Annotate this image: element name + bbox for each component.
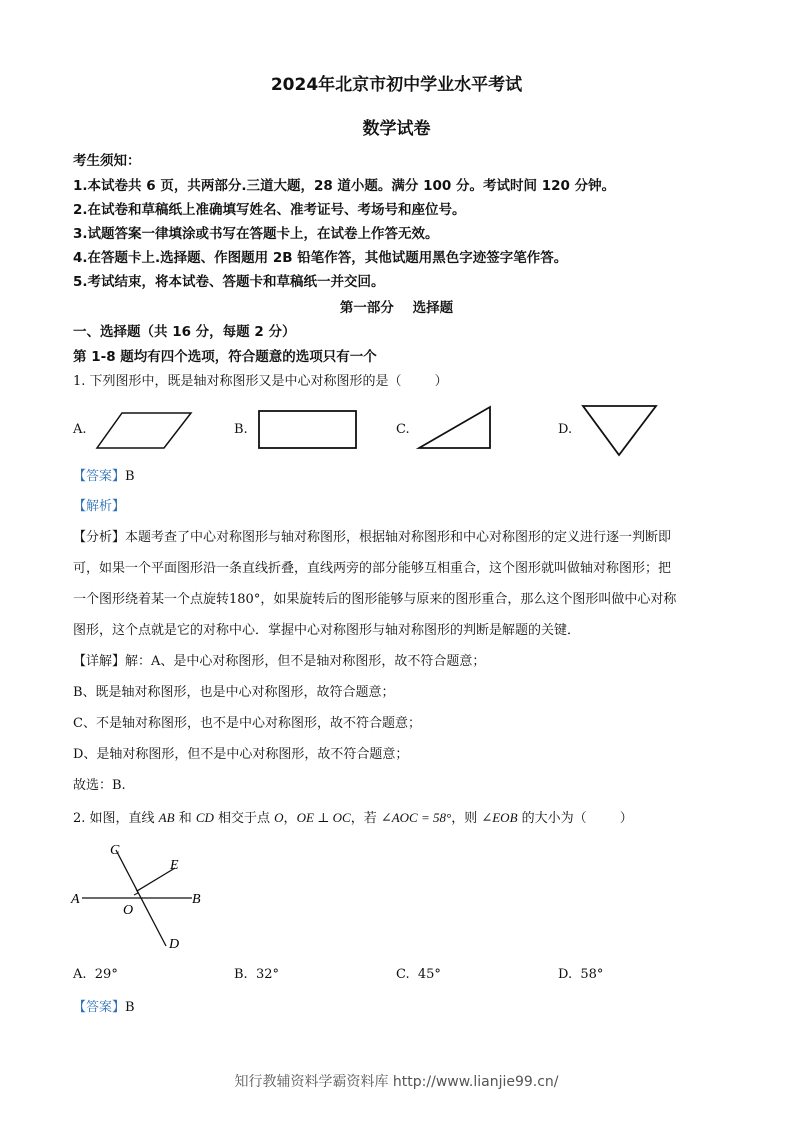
q1-option-d-label: D. xyxy=(558,422,573,437)
answer-value: B xyxy=(125,1000,135,1015)
analysis-line: 可，如果一个平面图形沿一条直线折叠，直线两旁的部分能够互相重合，这个图形就叫做轴对称图形；把 xyxy=(73,561,672,576)
q1-analysis xyxy=(73,522,723,646)
part-title: 第一部分 选择题 xyxy=(339,300,454,316)
q1-option-b-label: B. xyxy=(234,422,248,437)
q1-option-a-parallelogram-figure xyxy=(95,410,195,452)
exam-subtitle: 数学试卷 xyxy=(362,119,431,139)
q2-option-c: C. 45° xyxy=(396,967,441,982)
detail-head: 【详解】 xyxy=(73,654,126,669)
analysis-text: 本题考查了中心对称图形与轴对称图形，根据轴对称图形和中心对称图形的定义进行逐一判断即 xyxy=(125,530,672,545)
section-instruction: 第 1-8 题均有四个选项，符合题意的选项只有一个 xyxy=(73,349,377,365)
notice-item: 1.本试卷共 6 页，共两部分.三道大题，28 道小题。满分 100 分。考试时间 120 分钟。 xyxy=(73,178,616,194)
footer-watermark: 知行教辅资料学霸资料库 http://www.lianjie99.cn/ xyxy=(234,1074,559,1090)
q2-intersecting-lines-figure xyxy=(68,838,218,953)
stem-text: ， xyxy=(283,811,297,826)
answer-value: B xyxy=(125,469,135,484)
detail-line: D、是轴对称图形，但不是中心对称图形，故不符合题意； xyxy=(73,747,409,762)
q1-analysis-tag: 【解析】 xyxy=(73,499,126,514)
q2-option-d: D. 58° xyxy=(558,967,604,982)
stem-math: ∠EOB xyxy=(481,810,518,825)
answer-tag: 【答案】 xyxy=(73,469,126,484)
figure-label-b: B xyxy=(192,892,201,907)
question-2-stem xyxy=(73,802,633,834)
stem-text: 和 xyxy=(174,811,196,826)
q1-option-d-inverted-triangle-figure xyxy=(580,402,660,458)
stem-math: ∠AOC = 58° xyxy=(380,810,452,825)
stem-text: ，若 xyxy=(350,811,381,826)
q1-option-c-label: C. xyxy=(396,422,410,437)
notice-item: 3.试题答案一律填涂或书写在答题卡上，在试卷上作答无效。 xyxy=(73,226,439,242)
q2-option-a: A. 29° xyxy=(73,967,118,982)
notice-item: 4.在答题卡上.选择题、作图题用 2B 铅笔作答，其他试题用黑色字迹签字笔作答。 xyxy=(73,250,568,266)
figure-label-d: D xyxy=(169,937,180,952)
exam-title: 2024年北京市初中学业水平考试 xyxy=(270,75,523,95)
figure-label-o: O xyxy=(123,903,134,918)
detail-line: C、不是轴对称图形，也不是中心对称图形，故不符合题意； xyxy=(73,716,421,731)
detail-line: B、既是轴对称图形，也是中心对称图形，故符合题意； xyxy=(73,685,395,700)
figure-label-a: A xyxy=(71,892,80,907)
stem-text: 2. 如图，直线 xyxy=(73,811,159,826)
q1-option-a-label: A. xyxy=(73,422,87,437)
detail-line xyxy=(73,646,723,677)
notice-item: 5.考试结束，将本试卷、答题卡和草稿纸一并交回。 xyxy=(73,274,385,290)
q2-option-b: B. 32° xyxy=(234,967,279,982)
figure-label-c: C xyxy=(110,843,120,858)
q1-detail xyxy=(73,646,723,801)
q1-answer xyxy=(73,461,135,492)
stem-text: 相交于点 xyxy=(213,811,275,826)
section-title: 一、选择题（共 16 分，每题 2 分） xyxy=(73,324,296,340)
q2-answer xyxy=(73,992,135,1023)
detail-text: 解：A、是中心对称图形，但不是轴对称图形，故不符合题意； xyxy=(125,654,486,669)
question-1-stem: 1. 下列图形中，既是轴对称图形又是中心对称图形的是（ ） xyxy=(73,374,448,389)
stem-math: AB xyxy=(158,810,175,825)
q1-option-c-triangle-figure xyxy=(416,404,494,452)
notice-item: 2.在试卷和草稿纸上准确填写姓名、准考证号、考场号和座位号。 xyxy=(73,202,466,218)
stem-math: O xyxy=(274,810,284,825)
analysis-line: 图形，这个点就是它的对称中心．掌握中心对称图形与轴对称图形的判断是解题的关键． xyxy=(73,623,581,638)
q1-option-b-rectangle-figure xyxy=(256,408,361,452)
stem-text: ，则 xyxy=(451,811,482,826)
figure-label-e: E xyxy=(170,858,179,873)
detail-line: 故选：B. xyxy=(73,778,126,793)
analysis-line: 一个图形绕着某一个点旋转180°，如果旋转后的图形能够与原来的图形重合，那么这个图形叫做中心对称 xyxy=(73,592,677,607)
analysis-head: 【分析】 xyxy=(73,530,126,545)
stem-text: 的大小为（ ） xyxy=(517,811,633,826)
notice-heading: 考生须知： xyxy=(73,153,141,169)
analysis-line xyxy=(73,522,723,553)
stem-math: CD xyxy=(195,810,214,825)
answer-tag: 【答案】 xyxy=(73,1000,126,1015)
stem-math: OE ⊥ OC xyxy=(296,810,351,825)
